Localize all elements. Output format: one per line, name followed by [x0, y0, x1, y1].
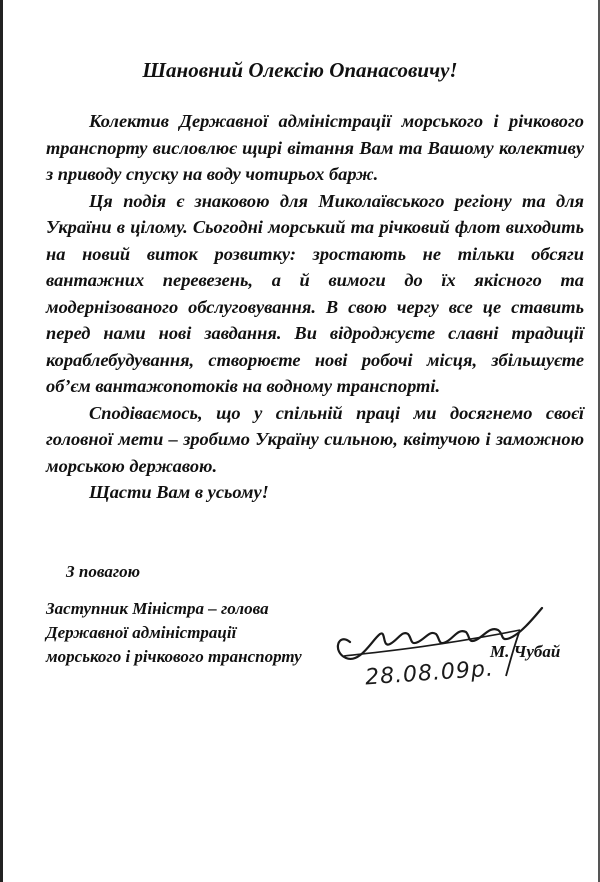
salutation: Шановний Олексію Опанасовичу!	[142, 58, 458, 82]
paragraph-significance: Ця подія є знаковою для Миколаївського регіону та для України в цілому. Сьогодні морський та річковий флот виходить на новий виток розвитку: зростають не тільки обсяги вантажних перевезень, а й вимоги до їх якісного та модернізованого обслуговування. В свою чергу все це ставить перед нами нові завдання. Ви відроджуєте славні традиції кораблебудування, створюєте нові робочі місця, збільшуєте об’єм вантажопотоків на водному транспорті.	[46, 190, 584, 396]
paragraph-hope: Сподіваємось, що у спільній праці ми досягнемо своєї головної мети – зробимо Україну сильною, квітучою і заможною морською державою.	[46, 402, 584, 476]
letter-body	[46, 108, 584, 506]
closing-wish: Щасти Вам в усьому!	[89, 482, 269, 502]
scan-edge-left	[0, 0, 3, 882]
signer-title-line: морського і річкового транспорту	[46, 647, 302, 666]
signer-title	[46, 597, 346, 669]
signer-name: М. Чубай	[490, 642, 561, 661]
signer-title-line: Заступник Міністра – голова	[46, 599, 269, 618]
signer-title-line: Державної адміністрації	[46, 623, 237, 642]
regards: З повагою	[66, 562, 141, 581]
handwritten-date: 28.08.09р.	[364, 656, 495, 691]
paragraph-congratulations: Колектив Державної адміністрації морського і річкового транспорту висловлює щирі вітання Вам та Вашому колективу з приводу спуску на воду чотирьох барж.	[46, 111, 584, 184]
